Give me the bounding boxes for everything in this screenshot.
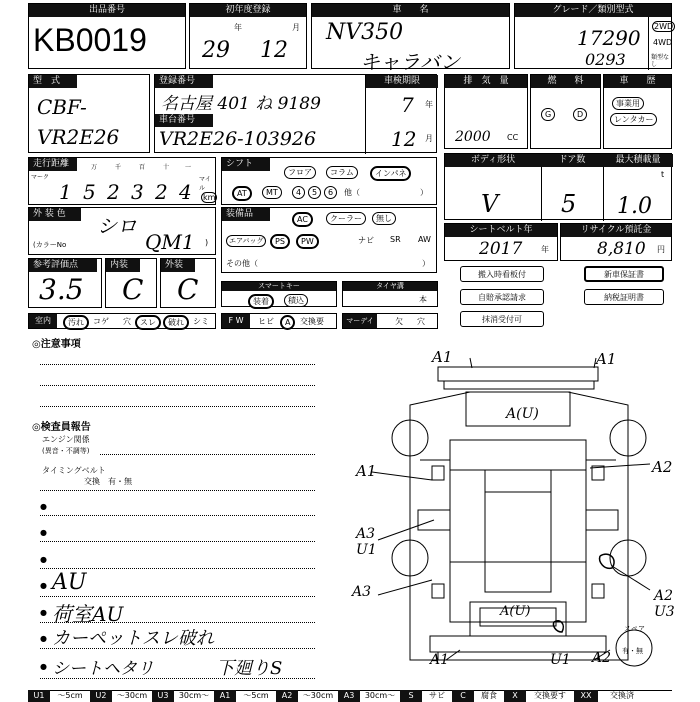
shift-5: 5 xyxy=(308,186,321,199)
legend-desc: 腐食 xyxy=(481,691,497,700)
mileage-digit: 2 xyxy=(107,180,120,204)
first-reg-year: 29 xyxy=(202,38,230,63)
legend-desc: 30cm～ xyxy=(364,691,396,700)
exterior-value: C xyxy=(177,273,199,306)
grade-opt1: 2WD xyxy=(654,22,674,31)
interior-label: 内装 xyxy=(106,259,140,272)
grade-value2: 0293 xyxy=(585,50,626,69)
room-bar xyxy=(28,313,216,329)
equip-ac: AC xyxy=(292,212,313,227)
legend-desc: ～30cm xyxy=(116,691,148,700)
lot-box xyxy=(28,3,186,69)
bullet: ● xyxy=(40,581,47,590)
disp-unit: CC xyxy=(507,133,519,142)
notes-line xyxy=(40,406,315,407)
room-item: 穴 xyxy=(123,317,131,326)
bullet: ● xyxy=(40,528,47,537)
legend-code: C xyxy=(452,690,474,702)
dmg-a1-top-left: A1 xyxy=(432,348,453,366)
bullet: ● xyxy=(40,555,47,564)
doc-button-1-label: 搬入時看板付 xyxy=(478,270,526,279)
muffler-label: マーデイ xyxy=(343,314,377,328)
spare-label: スペア xyxy=(624,625,645,633)
room-item: シミ xyxy=(193,317,209,326)
dmg-a2-right-2: A2 xyxy=(654,588,674,604)
grade-opt2: 4WD xyxy=(653,38,673,47)
room-item: 破れ xyxy=(163,315,189,330)
mileage-unit-sen: 千 xyxy=(115,164,122,171)
equip-airbag: エアバッグ xyxy=(226,235,266,247)
doors-label: ドア数 xyxy=(541,154,603,167)
notes-line xyxy=(40,364,315,365)
room-item: 汚れ xyxy=(63,315,89,330)
legend-code: A3 xyxy=(338,690,360,702)
equip-close: ） xyxy=(422,259,430,268)
legend-desc: ～5cm xyxy=(57,691,83,700)
dmg-roof: A(U) xyxy=(506,406,539,422)
fuel-d: D xyxy=(573,108,587,121)
grade-box xyxy=(514,3,672,69)
equip-navi: ナビ xyxy=(358,236,374,245)
grade-opt3: 類型なし xyxy=(651,54,670,68)
inspector-line xyxy=(40,490,315,491)
equip-ps: PS xyxy=(270,234,290,249)
recycle-box xyxy=(560,223,672,261)
grade-label: グレード／類別型式 xyxy=(515,4,671,17)
body-divider xyxy=(603,167,604,221)
doc-button-2-label: 新車保証書 xyxy=(604,270,644,279)
dmg-a3-left-1: A3 xyxy=(356,526,376,542)
fw-item: 交換要 xyxy=(300,317,324,326)
capacity-value: 1.0 xyxy=(617,194,652,219)
dmg-a3-left-2: A3 xyxy=(352,584,372,600)
inspector-line xyxy=(40,622,315,623)
reg-label: 登録番号 xyxy=(155,75,213,88)
inspector-line xyxy=(40,648,315,649)
body-value: V xyxy=(481,190,499,218)
seatbelt-unit: 年 xyxy=(541,245,549,254)
bullet: ● xyxy=(40,608,47,617)
inspector-line xyxy=(40,678,315,679)
legend-desc: 交換済 xyxy=(610,691,634,700)
exterior-box xyxy=(160,258,216,308)
mileage-mark-label: マーク xyxy=(31,174,50,181)
doc-button-3-label: 自賠承認請求 xyxy=(478,293,526,302)
color-code-close: ) xyxy=(205,238,209,247)
engine-sub: (異音・不調等) xyxy=(42,447,90,455)
tire-label: タイヤ溝 xyxy=(343,282,437,291)
smartkey-opt1: 装着 xyxy=(248,294,274,309)
doc-button-5-label: 抹消受付可 xyxy=(482,315,522,324)
legend-code: U2 xyxy=(90,690,112,702)
legend-code: U3 xyxy=(152,690,174,702)
doc-button-4-label: 納税証明書 xyxy=(604,293,644,302)
legend-desc: サビ xyxy=(429,691,445,700)
doors-value: 5 xyxy=(561,190,577,218)
doc-button-5[interactable] xyxy=(460,311,544,327)
mileage-digit: 5 xyxy=(83,180,96,204)
equip-other: その他（ xyxy=(226,259,258,268)
engine-label: エンジン関係 xyxy=(42,435,90,444)
score-label: 参考評価点 xyxy=(29,259,97,272)
first-reg-label: 初年度登録 xyxy=(190,4,306,17)
mileage-digit: 3 xyxy=(131,180,144,204)
lot-label: 出品番号 xyxy=(29,4,185,17)
inspector-line xyxy=(40,596,315,597)
disp-box xyxy=(444,74,528,149)
history-box xyxy=(603,74,672,149)
dmg-a2-bottom: A2 xyxy=(592,650,612,666)
recycle-value: 8,810 xyxy=(597,239,646,259)
legend-code: U1 xyxy=(28,690,50,702)
dmg-a2-right: A2 xyxy=(652,458,673,476)
score-box xyxy=(28,258,102,308)
dmg-u1-bottom: U1 xyxy=(550,652,571,668)
capacity-label: 最大積載量 xyxy=(603,154,673,167)
color-code: QM1 xyxy=(145,230,195,254)
inspector-note-3: カーペットスレ破れ xyxy=(52,628,214,649)
fuel-box xyxy=(530,74,601,149)
mileage-box xyxy=(28,157,216,205)
chassis-label: 車台番号 xyxy=(155,114,213,127)
legend-code: XX xyxy=(574,690,598,702)
inspector-line xyxy=(40,568,315,569)
smartkey-opt2: 積込 xyxy=(284,294,308,307)
equipment-box xyxy=(221,207,437,273)
equip-cooler: クーラー xyxy=(326,212,366,225)
history-opt1: 事業用 xyxy=(612,97,644,110)
timing-label: タイミングベルト xyxy=(42,466,106,475)
shift-mt: MT xyxy=(262,186,282,199)
car-name-label: 車 名 xyxy=(312,4,509,17)
timing-sub: 交換 有・無 xyxy=(84,477,132,486)
mileage-unit-label: km xyxy=(203,193,216,202)
disp-value: 2000 xyxy=(455,129,491,145)
equip-pw: PW xyxy=(296,234,319,249)
inspector-note-4: シートヘタリ xyxy=(52,659,154,679)
car-name-line1: NV350 xyxy=(326,20,404,45)
legend-desc: 30cm～ xyxy=(178,691,210,700)
color-code-label: (カラーNo xyxy=(33,241,67,249)
room-label: 室内 xyxy=(29,314,57,328)
dmg-a1-top-right: A1 xyxy=(596,350,617,368)
inspection-label: 車検期限 xyxy=(366,75,438,88)
grade-value1: 17290 xyxy=(577,26,641,50)
inspector-note-2: 荷室AU xyxy=(52,602,124,626)
interior-box xyxy=(105,258,157,308)
legend-code: X xyxy=(504,690,526,702)
inspection-year: 7 xyxy=(401,93,414,117)
lot-number: KB0019 xyxy=(33,22,147,58)
interior-value: C xyxy=(122,273,144,306)
inspector-label: ◎検査員報告 xyxy=(32,422,91,433)
inspector-note-1: AU xyxy=(52,570,87,595)
shift-box xyxy=(221,157,437,205)
dmg-a1-bottom: A1 xyxy=(430,652,450,668)
legend-code: S xyxy=(400,690,422,702)
doc-button-4[interactable] xyxy=(584,289,664,305)
shift-close: ） xyxy=(420,188,428,197)
doc-button-1[interactable] xyxy=(460,266,544,282)
model-line2: VR2E26 xyxy=(37,125,120,149)
inspection-month: 12 xyxy=(391,127,417,151)
legend-desc: ～5cm xyxy=(243,691,269,700)
seatbelt-box xyxy=(444,223,558,261)
first-reg-year-unit: 年 xyxy=(234,23,242,32)
first-reg-box xyxy=(189,3,307,69)
body-divider xyxy=(541,167,542,221)
mileage-label: 走行距離 xyxy=(29,158,77,171)
dmg-u1-left: U1 xyxy=(356,542,377,558)
muffler-item: 穴 xyxy=(417,317,425,326)
fuel-g: G xyxy=(541,108,555,121)
legend-code: A1 xyxy=(214,690,236,702)
equipment-label: 装備品 xyxy=(222,208,270,221)
shift-other: 他（ xyxy=(344,188,360,197)
shift-floor: フロア xyxy=(284,166,316,179)
equip-aw: AW xyxy=(418,235,431,244)
room-item: スレ xyxy=(135,315,161,330)
smartkey-label: スマートキー xyxy=(222,282,336,291)
dmg-a1-left: A1 xyxy=(356,462,377,480)
recycle-unit: 円 xyxy=(657,245,665,254)
recycle-label: リサイクル預託金 xyxy=(561,224,671,237)
color-box xyxy=(28,207,216,255)
smartkey-box xyxy=(221,281,337,307)
tire-box xyxy=(342,281,438,307)
mileage-unit-man: 万 xyxy=(91,164,98,171)
chassis-value: VR2E26-103926 xyxy=(159,128,317,150)
mileage-digit: 1 xyxy=(59,180,72,204)
dmg-u3-right: U3 xyxy=(654,604,675,620)
inspector-line xyxy=(100,454,315,455)
first-reg-month: 12 xyxy=(260,38,288,63)
spare-option: 有・無 xyxy=(622,647,643,655)
mileage-mile-label: マイル xyxy=(199,176,211,192)
doc-button-2[interactable] xyxy=(584,266,664,282)
reg-box xyxy=(154,74,437,153)
room-item: コゲ xyxy=(93,317,109,326)
inspection-year-unit: 年 xyxy=(425,100,433,109)
equip-none: 無し xyxy=(372,212,396,225)
muffler-bar xyxy=(342,313,438,329)
mileage-digit: 4 xyxy=(179,180,192,204)
shift-inpane: インパネ xyxy=(370,166,411,181)
color-value: シロ xyxy=(97,214,137,238)
fuel-label: 燃 料 xyxy=(531,75,600,88)
equip-sr: SR xyxy=(390,235,401,244)
doc-button-3[interactable] xyxy=(460,289,544,305)
inspector-line xyxy=(40,541,315,542)
bullet: ● xyxy=(40,634,47,643)
disp-label: 排 気 量 xyxy=(445,75,527,88)
inspector-note-4-extra: 下廻りS xyxy=(216,658,283,679)
dmg-rear: A(U) xyxy=(500,604,531,619)
inspection-month-unit: 月 xyxy=(425,134,433,143)
mileage-unit-ichi: 一 xyxy=(185,164,192,171)
history-label: 車 歴 xyxy=(604,75,671,88)
mileage-digit: 2 xyxy=(155,180,168,204)
reg-value: 名古屋 401 ね 9189 xyxy=(161,94,321,114)
fw-item: A xyxy=(280,315,295,330)
notes-line xyxy=(40,385,315,386)
first-reg-month-unit: 月 xyxy=(292,23,300,32)
notes-label: ◎注意事項 xyxy=(32,339,81,350)
model-line1: CBF- xyxy=(37,95,87,119)
mileage-unit-hyaku: 百 xyxy=(139,164,146,171)
bullet: ● xyxy=(40,502,47,511)
shift-label: シフト xyxy=(222,158,270,171)
tire-unit: 本 xyxy=(419,295,427,304)
inspector-line xyxy=(40,515,315,516)
body-box xyxy=(444,153,672,220)
fw-item: ヒビ xyxy=(258,317,274,326)
shift-4: 4 xyxy=(292,186,305,199)
muffler-item: 欠 xyxy=(395,317,403,326)
mileage-unit-juu: 十 xyxy=(163,164,170,171)
legend-code: A2 xyxy=(276,690,298,702)
model-label: 型 式 xyxy=(29,75,77,88)
body-label: ボディ形状 xyxy=(445,154,541,167)
seatbelt-label: シートベルト年 xyxy=(445,224,557,237)
fw-bar xyxy=(221,313,337,329)
score-value: 3.5 xyxy=(39,273,84,306)
seatbelt-value: 2017 xyxy=(479,239,523,259)
fw-label: F W xyxy=(222,314,250,328)
model-box xyxy=(28,74,150,153)
shift-at: AT xyxy=(232,186,252,201)
history-opt2: レンタカー xyxy=(610,113,657,126)
bullet: ● xyxy=(40,662,47,671)
legend-desc: 交換要す xyxy=(534,691,566,700)
legend-desc: ～30cm xyxy=(302,691,334,700)
exterior-label: 外装 xyxy=(161,259,195,272)
shift-column: コラム xyxy=(326,166,358,179)
car-name-box xyxy=(311,3,510,74)
color-label: 外 装 色 xyxy=(29,208,81,221)
car-name-line2: キャラバン xyxy=(360,50,460,74)
capacity-unit: t xyxy=(661,170,665,179)
shift-6: 6 xyxy=(324,186,337,199)
